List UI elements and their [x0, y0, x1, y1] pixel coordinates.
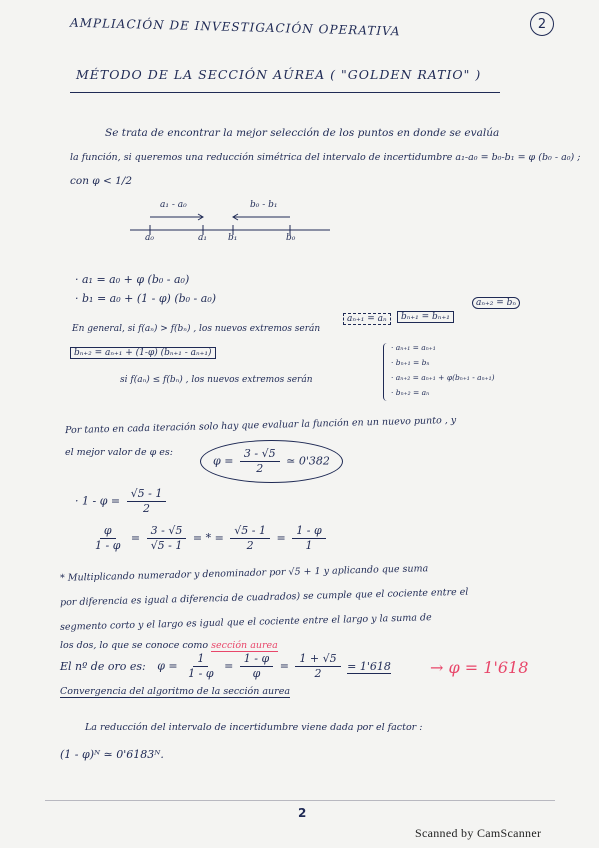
golden-f3-den: 2: [314, 667, 322, 680]
notes-line-1: * Multiplicando numerador y denominador por √5 + 1 y aplicando que suma: [59, 563, 429, 584]
case-1-box-2: bₙ₊₁ = bₙ₊₁: [397, 311, 454, 323]
eq-one-minus-phi: [75, 487, 169, 516]
diagram-tick-b0: b₀: [286, 233, 296, 243]
intro-line-2: la función, si queremos una reducción simétrica del intervalo de incertidumbre a₁-a₀ = b₀-b₁ = φ (b₀ - a₀) ;: [70, 152, 581, 163]
convergence-line-2: (1 - φ)ᴺ ≃ 0'6183ᴺ.: [60, 748, 164, 761]
golden-f2-den: φ: [252, 667, 261, 680]
phi-numerator: 3 - √5: [240, 447, 280, 462]
case-1-box-1: aₙ₊₁ = aₙ: [343, 313, 391, 325]
phi-value-oval: [200, 440, 343, 483]
title-rule: [70, 92, 500, 93]
case-2-brace: [383, 343, 390, 401]
eq2-f1-den: 1 - φ: [95, 539, 121, 552]
eq2-equals-2: =: [276, 531, 286, 545]
notes-line-3: segmento corto y el largo es igual que el cociente entre el largo y la suma de: [59, 612, 432, 633]
def-a1: · a₁ = a₀ + φ (b₀ - a₀): [75, 273, 190, 286]
diagram-tick-a1: a₁: [198, 233, 207, 243]
page-title: MÉTODO DE LA SECCIÓN AÚREA ( "GOLDEN RATIO" ): [76, 67, 482, 82]
case-2-item-1: · aₙ₊₁ = aₙ₊₁: [391, 343, 436, 352]
eq2-f3-den: 2: [246, 539, 254, 552]
page-badge-number: 2: [537, 16, 547, 32]
golden-fraction-3: [295, 652, 340, 681]
case-2-item-2: · bₙ₊₁ = bₙ: [391, 358, 430, 367]
def-b1: · b₁ = a₀ + (1 - φ) (b₀ - a₀): [75, 292, 217, 305]
course-title: AMPLIACIÓN DE INVESTIGACIÓN OPERATIVA: [69, 15, 401, 39]
convergence-line-1: La reducción del intervalo de incertidumbre viene dada por el factor :: [85, 722, 423, 733]
golden-eq-2: =: [279, 659, 289, 673]
diagram-tick-a0: a₀: [145, 233, 154, 243]
eq2-f4-num: 1 - φ: [292, 524, 325, 539]
phi-approx: ≃ 0'382: [286, 454, 330, 468]
eq2-f2-num: 3 - √5: [147, 524, 187, 539]
diagram-left-span-label: a₁ - a₀: [160, 200, 187, 210]
golden-number-equation: [60, 652, 391, 681]
eq1-fraction: [127, 487, 167, 516]
case-2-item-4: · bₙ₊₂ = aₙ: [391, 388, 430, 397]
golden-f3-num: 1 + √5: [295, 652, 340, 667]
eq2-f4-den: 1: [305, 539, 313, 552]
eq1-denominator: 2: [142, 502, 150, 515]
eq2-fraction-4: [292, 524, 325, 553]
diagram-right-span-label: b₀ - b₁: [250, 200, 278, 210]
golden-result: → φ = 1'618: [430, 658, 529, 677]
eq2-fraction-3: [230, 524, 270, 553]
intro-line-3: con φ < 1/2: [70, 175, 133, 187]
notes-line-4-term: sección aurea: [211, 640, 278, 651]
eq1-numerator: √5 - 1: [127, 487, 167, 502]
eq2-equals: =: [130, 531, 141, 545]
case-1-box-3: aₙ₊₂ = bₙ: [472, 297, 520, 309]
golden-f2-num: 1 - φ: [240, 652, 273, 667]
golden-approx: = 1'618: [347, 659, 391, 673]
golden-fraction-1: [184, 652, 217, 681]
bottom-rule: [45, 800, 555, 801]
eq2-f1-num: φ: [100, 524, 116, 539]
scanner-watermark: Scanned by CamScanner: [415, 826, 542, 840]
diagram-tick-b1: b₁: [228, 233, 238, 243]
case-1-formula: bₙ₊₂ = aₙ₊₁ + (1-φ) (bₙ₊₁ - aₙ₊₁): [70, 347, 216, 359]
intro-line-1: Se trata de encontrar la mejor selección de los puntos en donde se evalúa: [105, 127, 500, 139]
general-case-1-text: En general, si f(aₙ) > f(bₙ) , los nuevos extremos serán: [72, 324, 321, 334]
eq2-fraction-1: [91, 524, 124, 553]
eq2-fraction-2: [147, 524, 187, 553]
conclusion-line-1: Por tanto en cada iteración solo hay que evaluar la función en un nuevo punto , y: [64, 414, 457, 437]
notes-line-4: [60, 640, 278, 651]
general-case-2-text: si f(aₙ) ≤ f(bₙ) , los nuevos extremos serán: [120, 375, 313, 385]
notes-line-2: por diferencia es igual a diferencia de cuadrados) se cumple que el cociente entre el: [59, 586, 469, 609]
page-badge: [530, 12, 554, 36]
golden-f1-den: 1 - φ: [188, 667, 214, 680]
notes-line-4-prefix: los dos, lo que se conoce como: [60, 640, 209, 651]
phi-denominator: 2: [256, 462, 264, 475]
golden-label: El nº de oro es:: [60, 659, 146, 673]
eq2-f2-den: √5 - 1: [150, 539, 183, 552]
phi-lhs: φ =: [213, 454, 234, 468]
page-number: 2: [298, 806, 307, 820]
case-2-item-3: · aₙ₊₂ = aₙ₊₁ + φ(bₙ₊₁ - aₙ₊₁): [391, 373, 495, 382]
eq1-lhs: · 1 - φ =: [75, 494, 121, 508]
eq-ratio-chain: [88, 524, 329, 553]
golden-f1-num: 1: [193, 652, 208, 667]
eq2-middle: = * =: [192, 531, 224, 545]
conclusion-line-2: el mejor valor de φ es:: [65, 447, 173, 458]
golden-fraction-2: [240, 652, 273, 681]
convergence-heading: Convergencia del algoritmo de la sección aurea: [60, 686, 290, 697]
golden-eq-1: =: [224, 659, 234, 673]
eq2-f3-num: √5 - 1: [230, 524, 270, 539]
phi-fraction: [240, 447, 280, 476]
golden-phi: φ =: [157, 659, 178, 673]
